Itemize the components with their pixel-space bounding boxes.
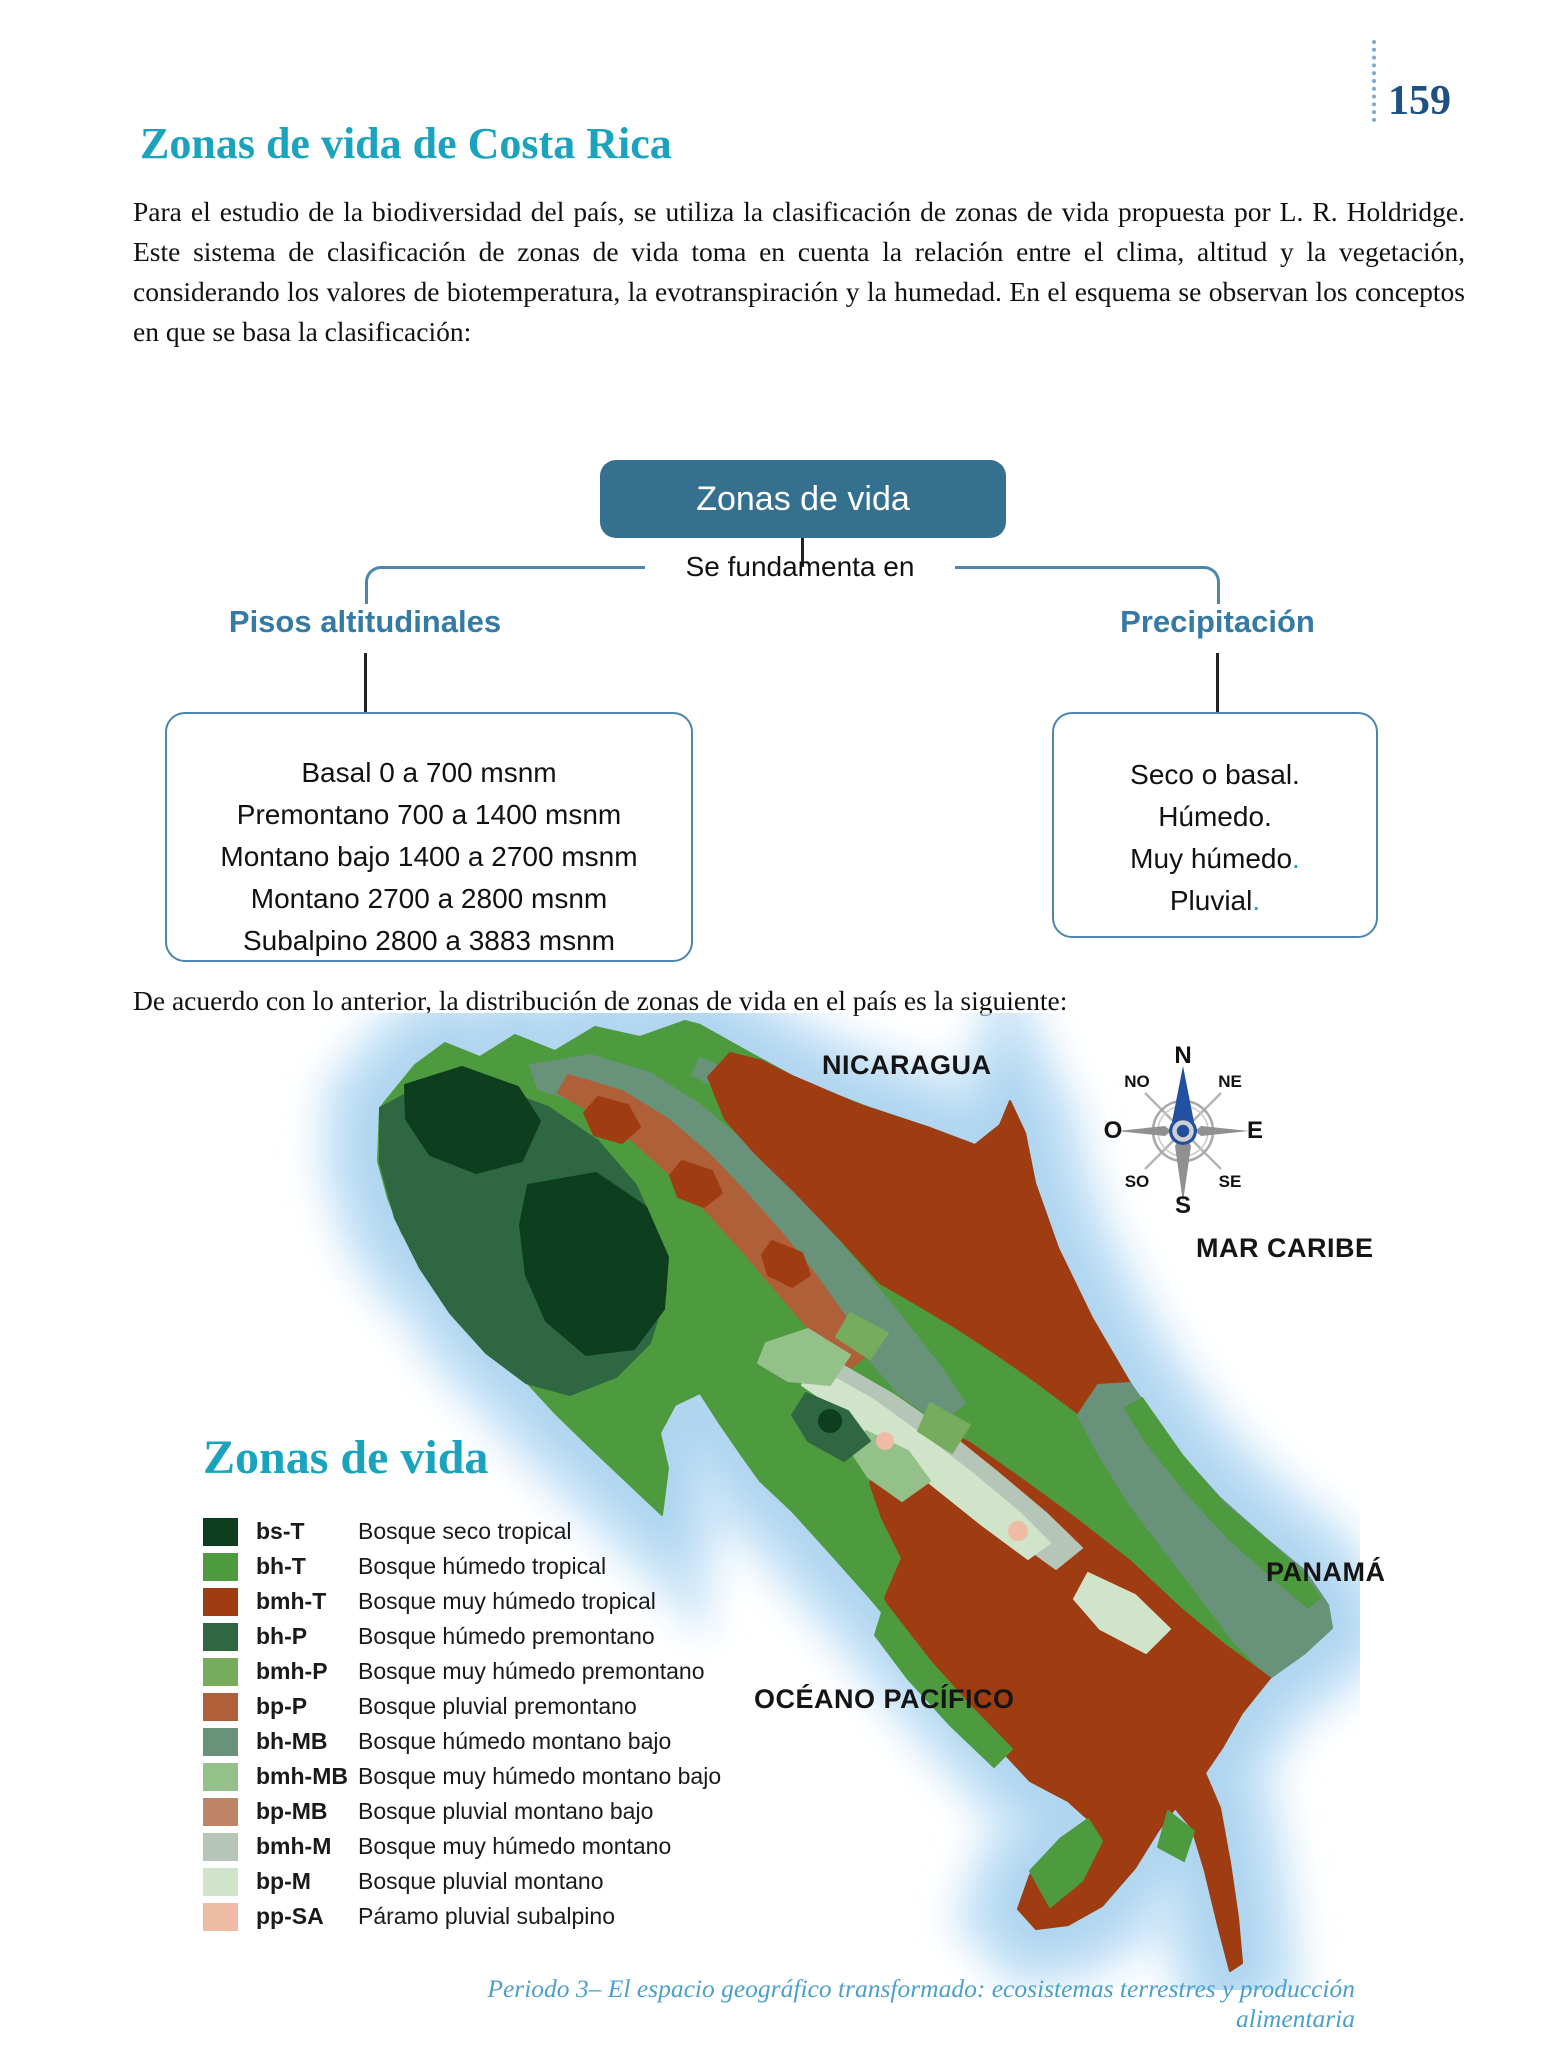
legend-color-swatch [203, 1763, 238, 1791]
legend-zone-label: Bosque pluvial montano [358, 1868, 604, 1894]
legend-row [203, 1724, 721, 1759]
compass-so: SO [1124, 1172, 1150, 1191]
branch-label-pisos-altitudinales: Pisos altitudinales [228, 604, 502, 639]
page-number-block [1372, 40, 1451, 122]
compass-s: S [1174, 1192, 1192, 1219]
legend-color-swatch [203, 1833, 238, 1861]
legend-color-swatch [203, 1693, 238, 1721]
zone-box-item: Montano 2700 a 2800 msnm [250, 883, 608, 914]
legend-zone-code: bh-MB [256, 1728, 328, 1754]
legend-row [203, 1654, 721, 1689]
zone-box-item: Húmedo. [1158, 801, 1272, 832]
legend-color-swatch [203, 1518, 238, 1546]
legend-color-swatch [203, 1728, 238, 1756]
legend-zone-code: bs-T [256, 1518, 305, 1544]
legend-row [203, 1549, 721, 1584]
diagram-root-node: Zonas de vida [600, 460, 1006, 538]
intro-paragraph: Para el estudio de la biodiversidad del país, se utiliza la clasificación de zonas de vida propuesta por L. R. Holdridge. Este sistema de clasificación de zonas de vida toma en cuenta la relación entre el clima, altitud y la vegetación, considerando los valores de biotemperatura, la evotranspiración y la humedad. En el esquema se observan los conceptos en que se basa la clasificación: [133, 196, 1465, 347]
legend-zone-label: Bosque húmedo tropical [358, 1553, 607, 1579]
legend-zone-code: bmh-M [256, 1833, 332, 1859]
compass-e: E [1246, 1117, 1264, 1144]
diagram-branch-line-left [365, 566, 645, 604]
zone-box-item: Basal 0 a 700 msnm [301, 757, 557, 788]
map-region-bs-T-center [819, 1410, 841, 1432]
legend-zone-label: Páramo pluvial subalpino [358, 1903, 615, 1929]
legend-zone-label: Bosque muy húmedo premontano [358, 1658, 705, 1684]
diagram-connector-label: Se fundamenta en [685, 551, 915, 582]
label-oceano-pacifico: OCÉANO PACÍFICO [754, 1684, 1015, 1714]
legend-color-swatch [203, 1658, 238, 1686]
accent-period: . [1292, 843, 1300, 874]
label-mar-caribe: MAR CARIBE [1196, 1233, 1374, 1263]
legend-color-swatch [203, 1868, 238, 1896]
zone-box-item: Subalpino 2800 a 3883 msnm [242, 925, 616, 956]
diagram-branch-line-right [955, 566, 1220, 604]
legend-zone-code: pp-SA [256, 1903, 324, 1929]
precipitation-box [1052, 712, 1378, 938]
legend-zone-code: bp-MB [256, 1798, 328, 1824]
legend-zone-label: Bosque muy húmedo montano [358, 1833, 672, 1859]
legend-zone-code: bmh-P [256, 1658, 328, 1684]
legend-zone-label: Bosque pluvial montano bajo [358, 1798, 654, 1824]
legend-row [203, 1514, 721, 1549]
legend-zone-label: Bosque húmedo montano bajo [358, 1728, 672, 1754]
zone-box-item: Muy húmedo. [1130, 843, 1300, 874]
page-title: Zonas de vida de Costa Rica [140, 119, 672, 168]
legend-zone-code: bp-P [256, 1693, 308, 1719]
legend-zone-code: bh-P [256, 1623, 308, 1649]
label-panama: PANAMÁ [1266, 1557, 1386, 1587]
legend-row [203, 1689, 721, 1724]
legend-color-swatch [203, 1623, 238, 1651]
accent-period: . [1252, 885, 1261, 916]
legend-color-swatch [203, 1553, 238, 1581]
legend-row [203, 1899, 721, 1934]
legend-zone-label: Bosque muy húmedo tropical [358, 1588, 656, 1614]
compass-rose [1103, 1042, 1264, 1219]
map-legend [203, 1514, 721, 1934]
legend-color-swatch [203, 1903, 238, 1931]
diagram-drop-line-right [1216, 653, 1219, 712]
legend-row [203, 1619, 721, 1654]
zone-box-item: Pluvial. [1169, 885, 1261, 916]
map-region-pp-SA-2 [1009, 1522, 1027, 1540]
legend-zone-label: Bosque húmedo premontano [358, 1623, 655, 1649]
compass-no: NO [1124, 1072, 1150, 1091]
map-region-pp-SA-1 [877, 1433, 893, 1449]
legend-zone-code: bh-T [256, 1553, 306, 1579]
altitude-levels-box [165, 712, 693, 962]
compass-n: N [1174, 1042, 1192, 1069]
legend-zone-code: bp-M [256, 1868, 311, 1894]
zone-box-item: Seco o basal. [1130, 759, 1300, 790]
legend-color-swatch [203, 1588, 238, 1616]
legend-zone-label: Bosque seco tropical [358, 1518, 572, 1544]
compass-se: SE [1218, 1172, 1242, 1191]
page-number-dotted-rule [1372, 40, 1376, 122]
page-number: 159 [1388, 78, 1451, 124]
legend-color-swatch [203, 1798, 238, 1826]
zone-box-item: Premontano 700 a 1400 msnm [236, 799, 622, 830]
legend-zone-label: Bosque pluvial premontano [358, 1693, 637, 1719]
compass-ne: NE [1218, 1072, 1242, 1091]
legend-zone-code: bmh-MB [256, 1763, 348, 1789]
page-footer: Periodo 3– El espacio geográfico transformado: ecosistemas terrestres y producción alimentaria [487, 1974, 1355, 2033]
legend-zone-label: Bosque muy húmedo montano bajo [358, 1763, 722, 1789]
branch-label-precipitacion: Precipitación [1120, 604, 1315, 639]
legend-row [203, 1794, 721, 1829]
zone-box-item: Montano bajo 1400 a 2700 msnm [220, 841, 638, 872]
legend-zone-code: bmh-T [256, 1588, 327, 1614]
legend-row [203, 1759, 721, 1794]
compass-o: O [1103, 1117, 1123, 1144]
label-nicaragua: NICARAGUA [822, 1050, 992, 1080]
map-lead-sentence: De acuerdo con lo anterior, la distribución de zonas de vida en el país es la siguiente: [133, 985, 1068, 1016]
legend-title: Zonas de vida [203, 1431, 489, 1484]
diagram-drop-line-left [364, 653, 367, 712]
legend-row [203, 1584, 721, 1619]
legend-row [203, 1829, 721, 1864]
legend-row [203, 1864, 721, 1899]
